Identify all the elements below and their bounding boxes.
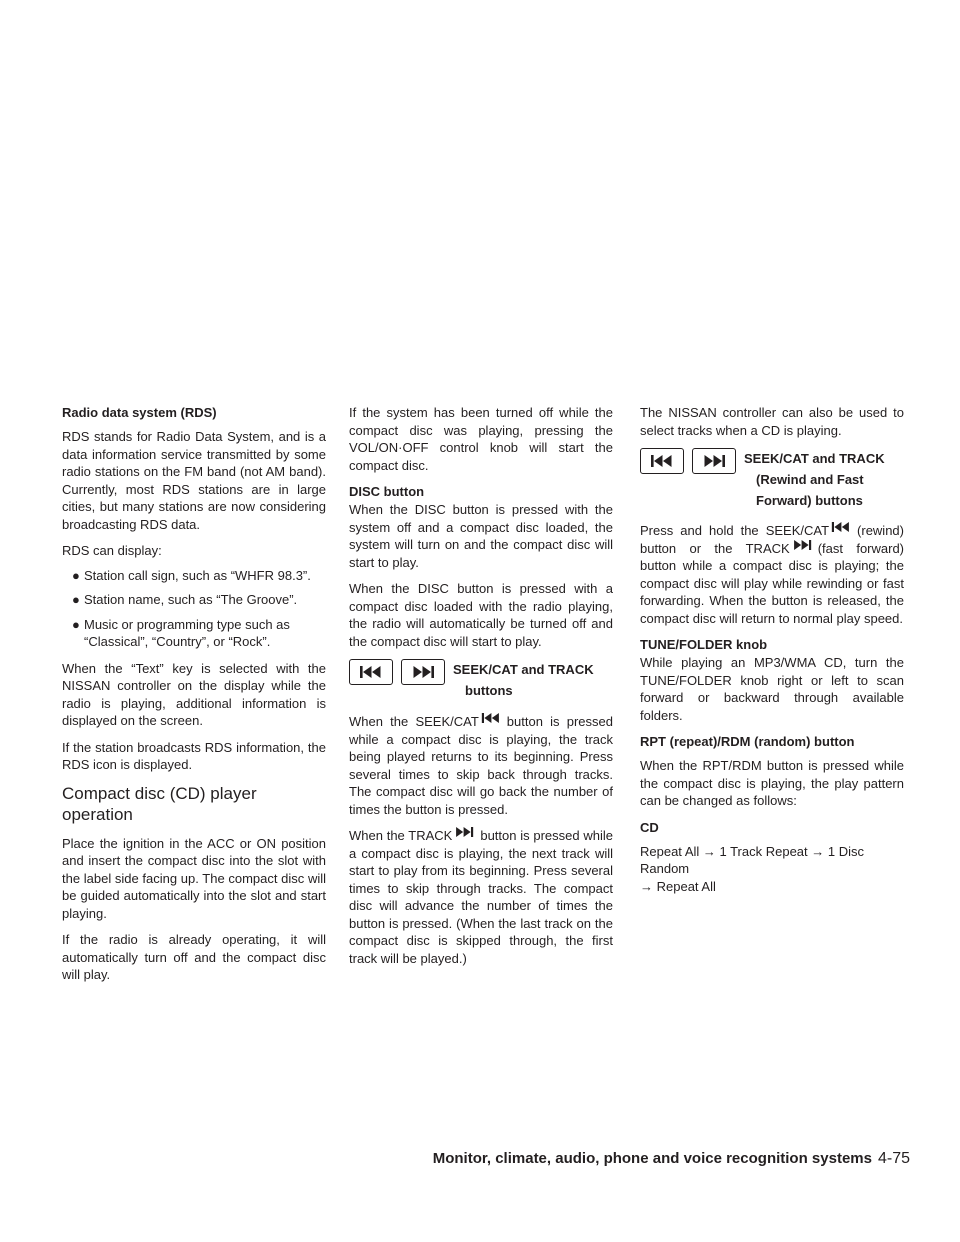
rewind-forward-button-illustration	[640, 448, 904, 516]
cd-paragraph-2: If the radio is already operating, it will automatically turn off and the compact disc will play.	[62, 932, 326, 982]
cd-paragraph-1: Place the ignition in the ACC or ON position and insert the compact disc into the slot with the label side facing up. The compact disc will be guided automatically into the slot and start playing.	[62, 835, 326, 921]
seek-paragraph: When the SEEK/CAT button is pressed while a compact disc is playing, the track being played returns to its beginning. Press several times to skip back through tracks. The compact disc will go back the number of times the button is pressed.	[349, 714, 613, 817]
track-paragraph: When the TRACK button is pressed while a compact disc is playing, the next track will start to play from its beginning. Press several times to skip through tracks. The compact disc will advance the number of times the button is pressed. (When the last track on the compact disc is skipped through, the first track will be played.)	[349, 828, 613, 966]
tune-folder-heading: TUNE/FOLDER knob	[640, 637, 768, 652]
rpt-rdm-heading: RPT (repeat)/RDM (random) button	[640, 734, 855, 749]
rds-paragraph-4: If the station broadcasts RDS information, the RDS icon is displayed.	[62, 739, 326, 772]
rpt-rdm-paragraph: When the RPT/RDM button is pressed while the compact disc is playing, the play pattern can be changed as follows:	[640, 758, 904, 808]
skip-forward-icon	[454, 827, 474, 837]
column-right	[640, 404, 904, 904]
list-item: ● Music or programming type such as “Classical”, “Country”, or “Rock”.	[72, 616, 290, 649]
tune-folder-paragraph: While playing an MP3/WMA CD, turn the TUNE/FOLDER knob right or left to scan forward or backward through available folders.	[640, 655, 904, 723]
seek-cat-button-graphic	[640, 448, 684, 474]
track-button-graphic	[692, 448, 736, 474]
footer-section-title: Monitor, climate, audio, phone and voice recognition systems	[432, 1150, 872, 1167]
vol-paragraph: If the system has been turned off while the compact disc was playing, pressing the VOL/ON·OFF control knob will start the compact disc.	[349, 405, 613, 473]
seek-track-label: SEEK/CAT and TRACK buttons	[453, 662, 594, 698]
seek-track-button-illustration	[349, 659, 613, 707]
skip-back-icon	[651, 455, 673, 467]
cd-heading: CD	[640, 819, 659, 835]
column-left	[62, 404, 326, 993]
disc-paragraph-1: When the DISC button is pressed with the system off and a compact disc loaded, the system will turn on and the compact disc will start to play.	[349, 502, 613, 570]
press-hold-paragraph: Press and hold the SEEK/CAT (rewind) button or the TRACK (fast forward) button while a compact disc is playing; the compact disc will play while rewinding or fast forwarding. When the button is released, the compact disc will return to normal play speed.	[640, 523, 905, 626]
rds-paragraph-1: RDS stands for Radio Data System, and is a data information service transmitted by some radio stations on the FM band (not AM band). Currently, most RDS stations are in large cities, but many stations are now considering broadcasting RDS data.	[62, 429, 326, 532]
disc-button-heading: DISC button	[349, 484, 425, 499]
disc-paragraph-2: When the DISC button is pressed with a compact disc loaded with the radio playing, the radio will automatically be turned off and the compact disc will start to play.	[349, 581, 613, 649]
skip-back-icon	[360, 666, 382, 678]
list-item: ● Station name, such as “The Groove”.	[72, 592, 298, 607]
seek-cat-button-graphic	[349, 659, 393, 685]
skip-forward-icon	[703, 455, 725, 467]
rds-bullet-list	[62, 567, 326, 651]
rds-heading: Radio data system (RDS)	[62, 405, 217, 420]
cd-sequence: Repeat All → 1 Track Repeat → 1 Disc Random → Repeat All	[640, 843, 864, 894]
page-number: 4-75	[877, 1150, 910, 1167]
cd-section-heading: Compact disc (CD) player operation	[62, 783, 257, 824]
rds-paragraph-3: When the “Text” key is selected with the NISSAN controller on the display while the radio is playing, additional information is displayed on the screen.	[62, 660, 326, 728]
skip-back-icon	[831, 522, 851, 532]
controller-paragraph: The NISSAN controller can also be used to select tracks when a CD is playing.	[640, 405, 904, 438]
list-item: ● Station call sign, such as “WHFR 98.3”.	[72, 567, 311, 583]
skip-forward-icon	[412, 666, 434, 678]
skip-back-icon	[481, 713, 501, 723]
column-middle	[349, 404, 613, 976]
page-footer	[420, 1150, 910, 1168]
rewind-forward-label: SEEK/CAT and TRACK (Rewind and Fast Forward) buttons	[744, 451, 885, 508]
skip-forward-icon	[792, 540, 812, 550]
rds-paragraph-2: RDS can display:	[62, 543, 162, 558]
track-button-graphic	[401, 659, 445, 685]
